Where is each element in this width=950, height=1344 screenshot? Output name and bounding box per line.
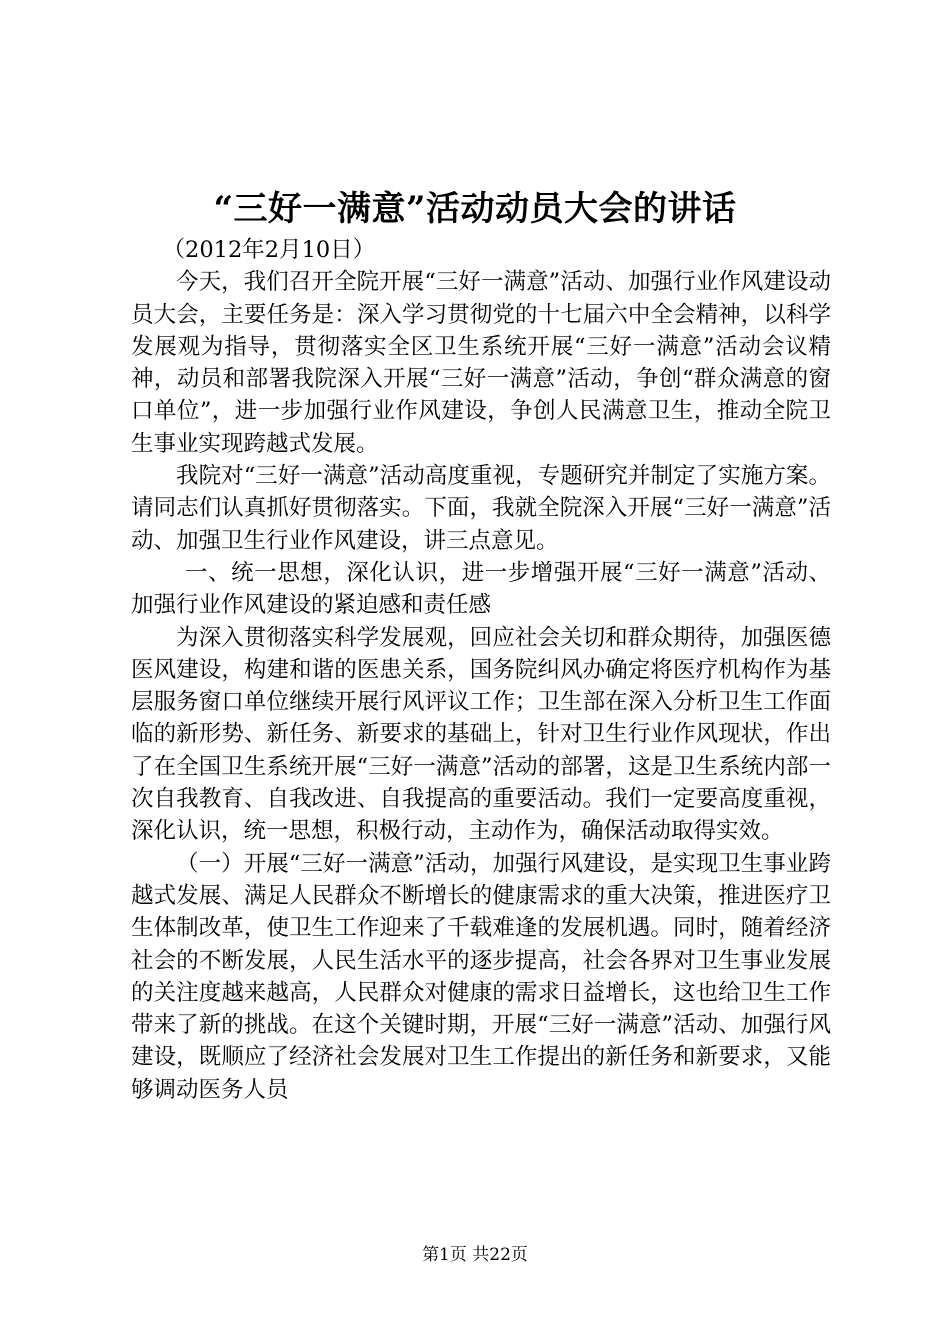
- paragraph-opening: 今天，我们召开全院开展“三好一满意”活动、加强行业作风建设动员大会，主要任务是：深入学习贯彻党的十七届六中全会精神，以科学发展观为指导，贯彻落实全区卫生系统开展“三好一满意”活动会议精神，动员和部署我院深入开展“三好一满意”活动，争创“群众满意的窗口单位”，进一步加强行业作风建设，争创人民满意卫生，推动全院卫生事业实现跨越式发展。: [131, 269, 831, 457]
- document-title: “三好一满意”活动动员大会的讲话: [213, 189, 737, 229]
- document-body: [131, 234, 831, 1106]
- paragraph-background: 为深入贯彻落实科学发展观，回应社会关切和群众期待，加强医德医风建设，构建和谐的医患关系，国务院纠风办确定将医疗机构作为基层服务窗口单位继续开展行风评议工作；卫生部在深入分析卫生工作面临的新形势、新任务、新要求的基础上，针对卫生行业作风现状，作出了在全国卫生系统开展“三好一满意”活动的部署，这是卫生系统内部一次自我教育、自我改进、自我提高的重要活动。我们一定要高度重视，深化认识，统一思想，积极行动，主动作为，确保活动取得实效。: [131, 624, 831, 845]
- paragraph-point-1: （一）开展“三好一满意”活动，加强行风建设，是实现卫生事业跨越式发展、满足人民群众不断增长的健康需求的重大决策，推进医疗卫生体制改革，使卫生工作迎来了千载难逢的发展机遇。同时，随着经济社会的不断发展，人民生活水平的逐步提高，社会各界对卫生事业发展的关注度越来越高，人民群众对健康的需求日益增长，这也给卫生工作带来了新的挑战。在这个关键时期，开展“三好一满意”活动、加强行风建设，既顺应了经济社会发展对卫生工作提出的新任务和新要求，又能够调动医务人员: [131, 850, 831, 1103]
- paragraph-plan: 我院对“三好一满意”活动高度重视，专题研究并制定了实施方案。请同志们认真抓好贯彻落实。下面，我就全院深入开展“三好一满意”活动、加强卫生行业作风建设，讲三点意见。: [131, 463, 831, 554]
- section-heading-1: 一、统一思想，深化认识，进一步增强开展“三好一满意”活动、加强行业作风建设的紧迫感和责任感: [131, 559, 831, 619]
- speech-date: （2012年2月10日）: [162, 237, 376, 263]
- page-footer: 第1页 共22页: [422, 1245, 528, 1265]
